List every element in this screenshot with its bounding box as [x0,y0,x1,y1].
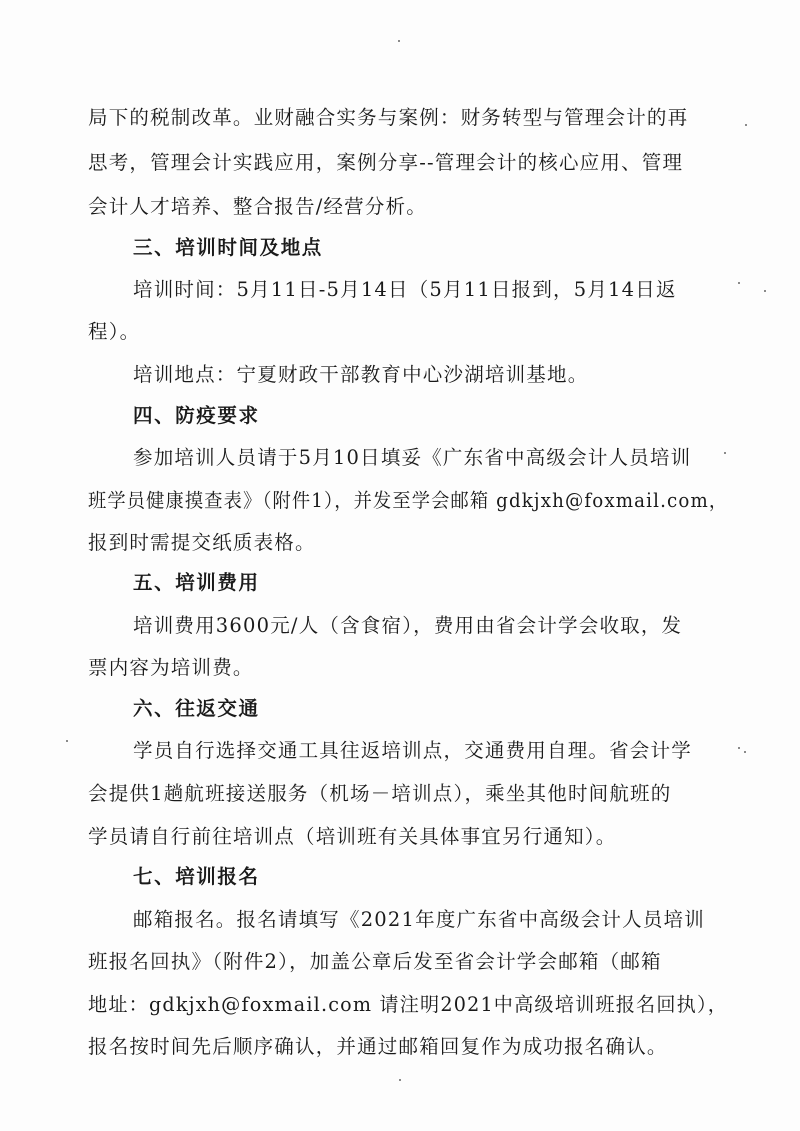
paragraph-line: 报到时需提交纸质表格。 [88,531,316,554]
scan-speck [66,740,68,742]
scan-speck [398,40,400,42]
paragraph-line: 局下的税制改革。业财融合实务与案例：财务转型与管理会计的再 [88,106,689,129]
section-heading-transportation: 六、往返交通 [133,697,260,720]
paragraph-line: 培训费用3600元/人（含食宿），费用由省会计学会收取，发 [133,614,683,637]
paragraph-line: 培训地点：宁夏财政干部教育中心沙湖培训基地。 [133,363,589,386]
paragraph-line: 班报名回执》（附件2），加盖公章后发至省会计学会邮箱（邮箱 [88,950,662,973]
scan-speck [764,290,766,292]
paragraph-line: 学员自行选择交通工具往返培训点，交通费用自理。省会计学 [133,739,692,762]
scan-speck [738,747,740,749]
paragraph-line: 票内容为培训费。 [88,656,254,679]
paragraph-line: 程）。 [88,320,141,343]
paragraph-line: 思考，管理会计实践应用，案例分享--管理会计的核心应用、管理 [88,151,684,174]
section-heading-training-fees: 五、培训费用 [133,571,260,594]
paragraph-line: 学员请自行前往培训点（培训班有关具体事宜另行通知）。 [88,825,617,848]
paragraph-line: 班学员健康摸查表》（附件1），并发至学会邮箱 gdkjxh@foxmail.com， [88,489,729,512]
paragraph-line: 邮箱报名。报名请填写《2021年度广东省中高级会计人员培训 [133,908,705,931]
paragraph-line: 参加培训人员请于5月10日填妥《广东省中高级会计人员培训 [133,446,692,469]
paragraph-line: 培训时间：5月11日-5月14日（5月11日报到，5月14日返 [133,278,677,301]
paragraph-line: 会计人才培养、整合报告/经营分析。 [88,195,427,218]
scan-speck [399,1079,401,1081]
paragraph-line: 会提供1趟航班接送服务（机场－培训点），乘坐其他时间航班的 [88,782,672,805]
scan-speck [745,124,747,126]
paragraph-line: 地址：gdkjxh@foxmail.com 请注明2021中高级培训班报名回执）， [88,993,729,1016]
section-heading-epidemic-requirements: 四、防疫要求 [133,404,260,427]
section-heading-training-time-place: 三、培训时间及地点 [133,236,323,259]
section-heading-registration: 七、培训报名 [133,865,260,888]
scan-speck [738,282,740,284]
paragraph-line: 报名按时间先后顺序确认，并通过邮箱回复作为成功报名确认。 [88,1035,668,1058]
scan-speck [724,452,726,454]
scan-speck [744,751,746,753]
